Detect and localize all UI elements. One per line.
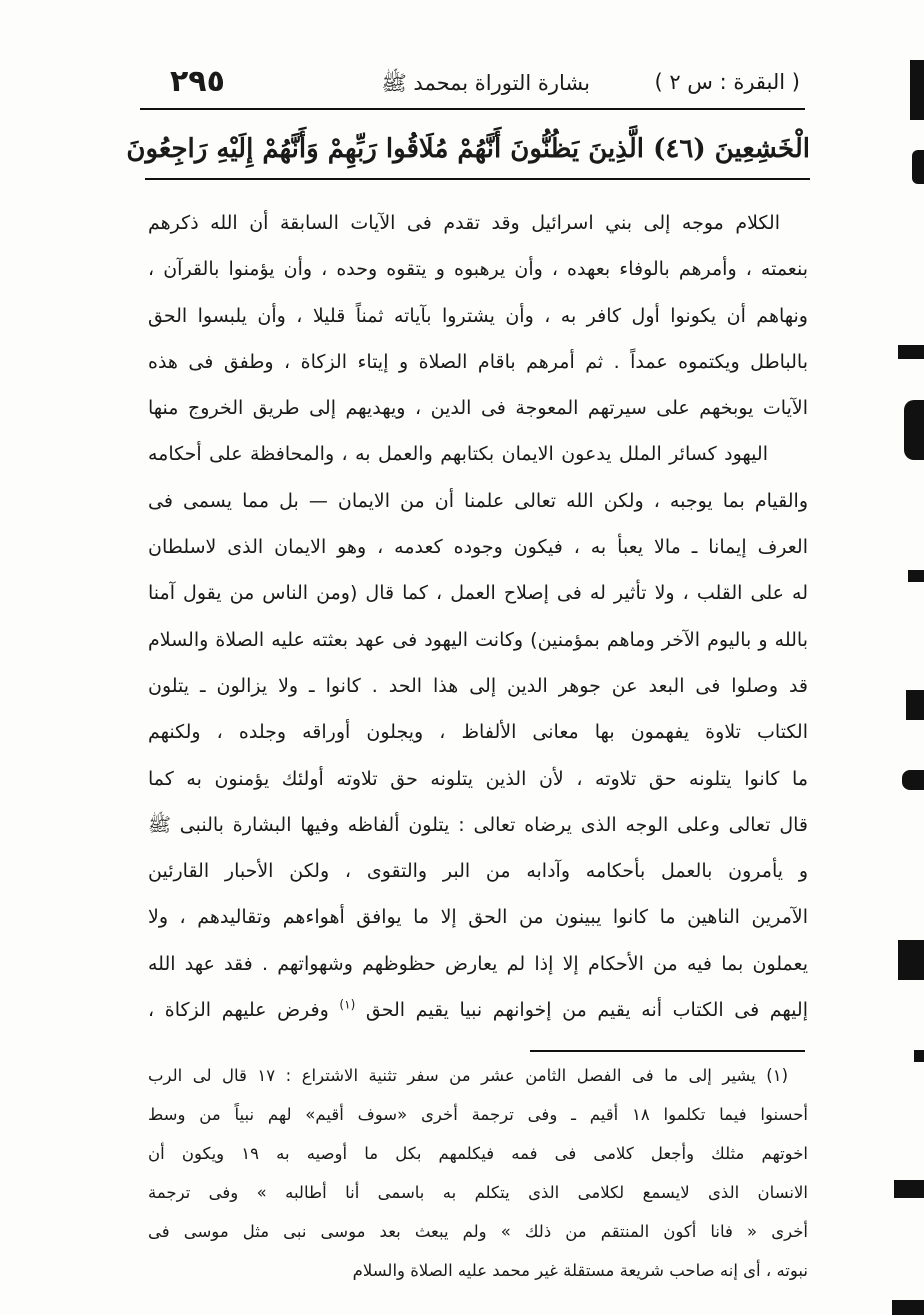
- scan-edge-mark: [904, 400, 924, 460]
- footnote-line: الانسان الذى لايسمع لكلامى الذى يتكلم به باسمى أنا أطالبه » وفى ترجمة: [148, 1183, 808, 1202]
- body-line: ونهاهم أن يكونوا أول كافر به ، وأن يشتروا بآياته ثمناً قليلا ، وأن يلبسوا الحق: [148, 304, 808, 327]
- scan-edge-mark: [894, 1180, 924, 1198]
- footnote-rule: [530, 1050, 805, 1052]
- footnote-line: اخوتهم مثلك وأجعل كلامى فى فمه فيكلمهم بكل ما أوصيه به ١٩ ويكون أن: [148, 1144, 808, 1163]
- body-line: يعملون بما فيه من الأحكام إلا إذا لم يعارض حظوظهم وشهواتهم . فقد عهد الله: [148, 952, 808, 975]
- body-line: قال تعالى وعلى الوجه الذى يرضاه تعالى : يتلون ألفاظه وفيها البشارة بالنبى ﷺ: [148, 813, 808, 836]
- body-line-last-before: إليهم فى الكتاب أنه يقيم من إخوانهم نبيا يقيم الحق: [365, 999, 808, 1022]
- body-line: اليهود كسائر الملل يدعون الايمان بكتابهم والعمل به ، والمحافظة على أحكامه: [148, 443, 768, 466]
- quran-verse: الْخَشِعِينَ (٤٦) الَّذِينَ يَظُنُّونَ أَنَّهُمْ مُلَاقُوا رَبِّهِمْ وَأَنَّهُمْ إِلَيْهِ رَاجِعُونَ: [126, 134, 810, 164]
- commentary-body: [148, 200, 808, 1033]
- running-header: [150, 62, 800, 106]
- footnote-marker[interactable]: (١): [339, 997, 356, 1012]
- scan-edge-mark: [898, 345, 924, 359]
- body-line: العرف إيمانا ـ مالا يعبأ به ، فيكون وجوده كعدمه ، وهو الايمان الذى لاسلطان: [148, 536, 808, 559]
- scan-edge-mark: [892, 1300, 924, 1315]
- footnote-line: نبوته ، أى إنه صاحب شريعة مستقلة غير محمد عليه الصلاة والسلام: [352, 1261, 808, 1280]
- body-line: قد وصلوا فى البعد عن جوهر الدين إلى هذا الحد . كانوا ـ ولا يزالون ـ يتلون: [148, 674, 808, 697]
- body-line: الآيات يوبخهم على سيرتهم المعوجة فى الدين ، ويهديهم إلى طريق الخروج منها: [148, 397, 808, 420]
- scan-edge-mark: [906, 690, 924, 720]
- footnote-line: (١) يشير إلى ما فى الفصل الثامن عشر من سفر تثنية الاشتراع : ١٧ قال لى الرب: [148, 1066, 788, 1085]
- body-line: بالله و باليوم الآخر وماهم بمؤمنين) وكانت اليهود فى عهد بعثته عليه الصلاة والسلام: [148, 628, 808, 651]
- body-line: بالباطل ويكتموه عمداً . ثم أمرهم باقام الصلاة و إيتاء الزكاة ، وطفق فى هذه: [148, 350, 808, 373]
- scan-edge-mark: [898, 940, 924, 980]
- body-line-last: [148, 987, 808, 1033]
- body-line: الآمرين الناهين ما كانوا يبينون من الحق إلا ما يوافق أهواءهم وتقاليدهم ، ولا: [148, 906, 808, 929]
- body-line: ما كانوا يتلونه حق تلاوته ، لأن الذين يتلونه حق تلاوته أولئك يؤمنون به كما: [148, 767, 808, 790]
- scan-edge-mark: [910, 60, 924, 120]
- running-title: بشارة التوراة بمحمد ﷺ: [381, 71, 590, 95]
- footnote-line: أخرى « فانا أكون المنتقم من ذلك » ولم يبعث بعد موسى نبى مثل موسى فى: [148, 1222, 808, 1241]
- body-line: الكلام موجه إلى بني اسرائيل وقد تقدم فى الآيات السابقة أن الله ذكرهم: [148, 212, 780, 234]
- body-line: له على القلب ، ولا تأثير له فى إصلاح العمل ، كما قال (ومن الناس من يقول آمنا: [148, 582, 808, 605]
- footnote-line: أحسنوا فيما تكلموا ١٨ أقيم ـ وفى ترجمة أخرى «سوف أقيم» لهم نبياً من وسط: [148, 1105, 808, 1124]
- scan-edge-mark: [912, 150, 924, 184]
- header-rule: [140, 108, 805, 110]
- body-line-last-after: وفرض عليهم الزكاة ،: [148, 999, 329, 1022]
- body-line: والقيام بما يوجبه ، ولكن الله تعالى علمنا أن من الايمان — بل مما يسمى فى: [148, 489, 808, 512]
- chapter-reference: ( البقرة : س ٢ ): [654, 70, 800, 94]
- scan-edge-mark: [914, 1050, 924, 1062]
- verse-rule: [145, 178, 810, 180]
- scan-edge-mark: [902, 770, 924, 790]
- page-number: ٢٩٥: [170, 64, 225, 99]
- footnotes: [148, 1056, 808, 1290]
- scan-edge-mark: [908, 570, 924, 582]
- body-line: الكتاب تلاوة يفهمون بها معانى الألفاظ ، ويجلون أوراقه وجلده ، ولكنهم: [148, 721, 808, 744]
- body-line: بنعمته ، وأمرهم بالوفاء بعهده ، وأن يرهبوه و يتقوه وحده ، وأن يؤمنوا بالقرآن ،: [148, 258, 808, 281]
- body-line: و يأمرون بالعمل بأحكامه وآدابه من البر والتقوى ، ولكن الأحبار القارئين: [148, 860, 808, 883]
